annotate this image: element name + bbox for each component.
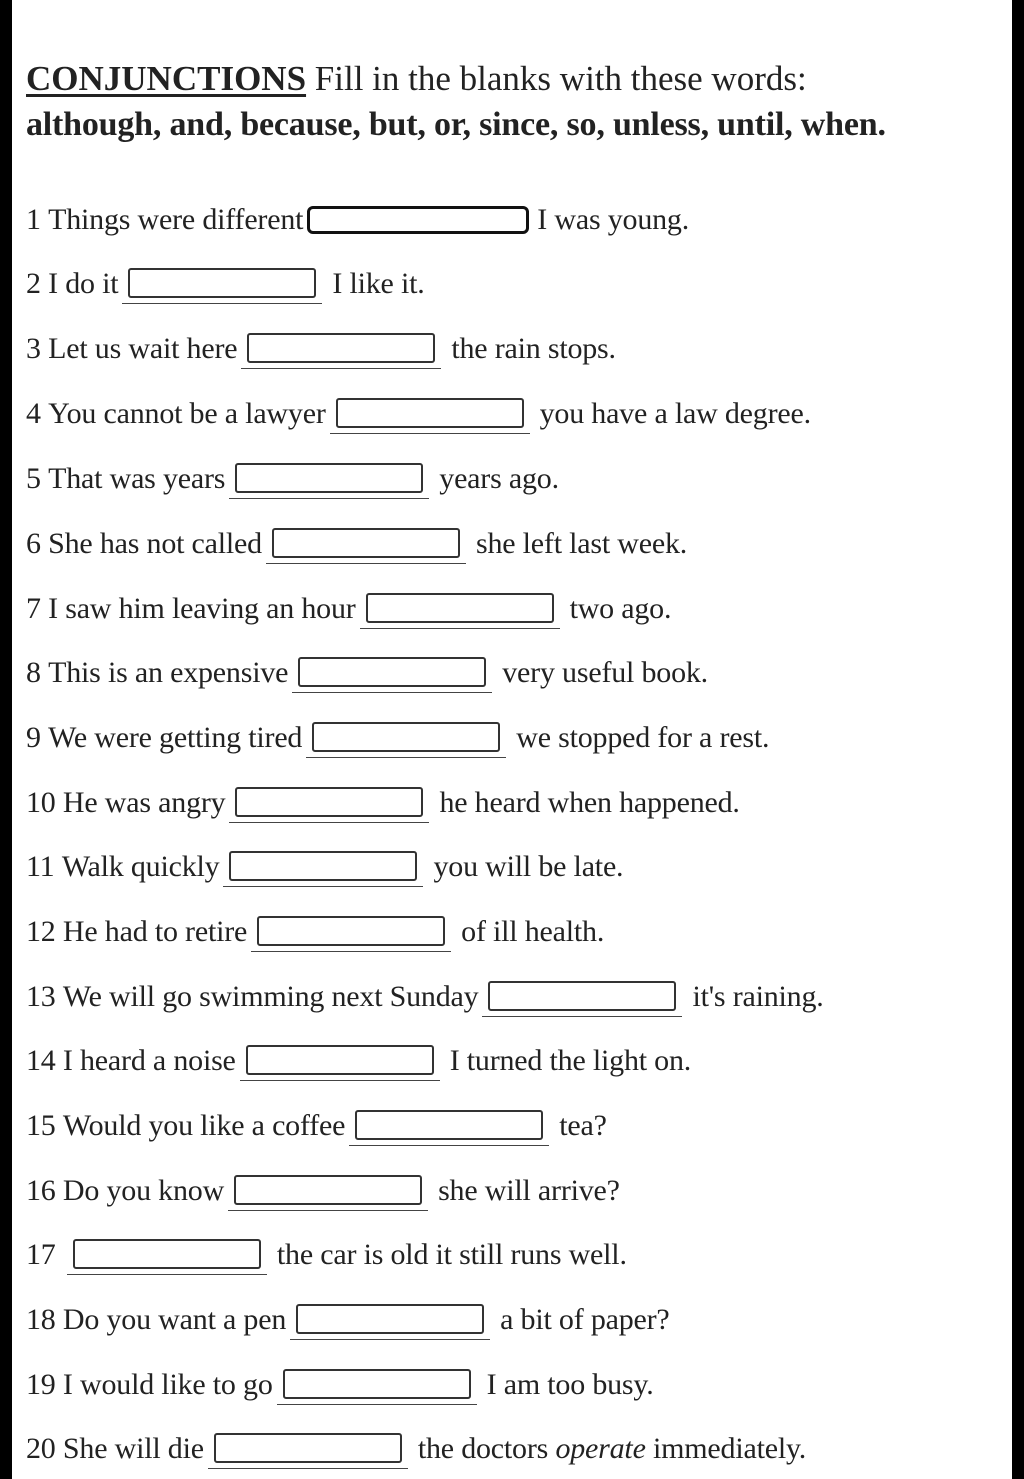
item-text-after: the doctors bbox=[417, 1432, 549, 1465]
item-text-before: Walk quickly bbox=[61, 850, 220, 883]
item-number: 5 bbox=[26, 462, 41, 495]
item-number: 15 bbox=[26, 1109, 56, 1142]
answer-box[interactable] bbox=[257, 916, 445, 946]
answer-blank[interactable] bbox=[223, 847, 423, 887]
item-text-after: I am too busy. bbox=[486, 1368, 654, 1401]
header-line bbox=[26, 56, 1012, 102]
exercise-item bbox=[26, 1230, 627, 1280]
exercise-item bbox=[26, 972, 824, 1022]
answer-box[interactable] bbox=[366, 593, 554, 623]
answer-blank[interactable] bbox=[349, 1106, 549, 1146]
item-text-after: two ago. bbox=[569, 592, 672, 625]
answer-box[interactable] bbox=[229, 851, 417, 881]
exercise-item bbox=[26, 1166, 620, 1216]
item-number: 4 bbox=[26, 397, 41, 430]
item-number: 19 bbox=[26, 1368, 56, 1401]
item-number: 11 bbox=[26, 850, 55, 883]
answer-blank[interactable] bbox=[482, 977, 682, 1017]
item-number: 17 bbox=[26, 1238, 56, 1271]
answer-box[interactable] bbox=[312, 722, 500, 752]
item-text-before: Would you like a coffee bbox=[62, 1109, 346, 1142]
item-text-before: Things were different bbox=[48, 203, 304, 236]
item-text-before: This is an expensive bbox=[48, 656, 289, 689]
worksheet-header bbox=[26, 56, 1012, 148]
answer-blank[interactable] bbox=[208, 1429, 408, 1469]
item-text-end: immediately. bbox=[653, 1432, 807, 1465]
answer-blank[interactable] bbox=[277, 1365, 477, 1405]
answer-box[interactable] bbox=[234, 1175, 422, 1205]
exercise-item bbox=[26, 259, 425, 309]
answer-box[interactable] bbox=[235, 463, 423, 493]
item-text-before: She has not called bbox=[48, 527, 262, 560]
item-number: 9 bbox=[26, 721, 41, 754]
item-number: 10 bbox=[26, 786, 56, 819]
exercise-item bbox=[26, 584, 671, 634]
item-text-after: the car is old it still runs well. bbox=[276, 1238, 627, 1271]
exercise-item bbox=[26, 1295, 670, 1345]
item-text-after: I was young. bbox=[537, 203, 690, 236]
item-text-after: you have a law degree. bbox=[539, 397, 811, 430]
exercise-item bbox=[26, 778, 740, 828]
item-number: 18 bbox=[26, 1303, 56, 1336]
answer-blank[interactable] bbox=[67, 1235, 267, 1275]
answer-blank[interactable] bbox=[251, 912, 451, 952]
answer-blank[interactable] bbox=[330, 394, 530, 434]
item-text-after: he heard when happened. bbox=[439, 786, 740, 819]
answer-box[interactable] bbox=[247, 333, 435, 363]
item-number: 6 bbox=[26, 527, 41, 560]
exercise-item bbox=[26, 713, 769, 763]
item-text-before: He was angry bbox=[62, 786, 226, 819]
exercise-item bbox=[26, 648, 708, 698]
instruction-text: Fill in the blanks with these words: bbox=[314, 59, 807, 98]
item-text-before: You cannot be a lawyer bbox=[48, 397, 326, 430]
exercise-item bbox=[26, 1101, 607, 1151]
item-text-after: years ago. bbox=[439, 462, 559, 495]
answer-box[interactable] bbox=[235, 787, 423, 817]
item-text-before: Let us wait here bbox=[48, 332, 238, 365]
item-text-before: We were getting tired bbox=[48, 721, 303, 754]
item-text-after: very useful book. bbox=[502, 656, 708, 689]
item-text-before: She will die bbox=[62, 1432, 204, 1465]
item-text-after: I like it. bbox=[332, 267, 425, 300]
answer-box[interactable] bbox=[488, 981, 676, 1011]
item-text-before: We will go swimming next Sunday bbox=[62, 980, 479, 1013]
answer-blank[interactable] bbox=[122, 264, 322, 304]
item-text-after: we stopped for a rest. bbox=[516, 721, 770, 754]
word-bank: although, and, because, but, or, since, so, unless, until, when. bbox=[26, 106, 886, 143]
item-text-after: she left last week. bbox=[475, 527, 688, 560]
item-text-after: it's raining. bbox=[692, 980, 824, 1013]
answer-blank[interactable] bbox=[292, 653, 492, 693]
answer-box[interactable] bbox=[336, 398, 524, 428]
item-text-after: you will be late. bbox=[433, 850, 624, 883]
item-text-after: of ill health. bbox=[461, 915, 605, 948]
answer-blank[interactable] bbox=[240, 1041, 440, 1081]
answer-box[interactable] bbox=[298, 657, 486, 687]
item-number: 1 bbox=[26, 203, 41, 236]
item-number: 13 bbox=[26, 980, 56, 1013]
answer-box[interactable] bbox=[283, 1369, 471, 1399]
answer-blank[interactable] bbox=[266, 524, 466, 564]
answer-blank[interactable] bbox=[229, 459, 429, 499]
answer-box[interactable] bbox=[307, 206, 529, 234]
item-number: 2 bbox=[26, 267, 41, 300]
item-text-after: the rain stops. bbox=[451, 332, 616, 365]
item-text-before: Do you know bbox=[62, 1174, 225, 1207]
exercise-item bbox=[26, 519, 687, 569]
item-text-before: I do it bbox=[48, 267, 119, 300]
item-text-before: That was years bbox=[48, 462, 226, 495]
answer-blank[interactable] bbox=[307, 200, 529, 240]
item-text-italic: operate bbox=[555, 1432, 646, 1465]
item-text-before: I would like to go bbox=[62, 1368, 273, 1401]
item-number: 20 bbox=[26, 1432, 56, 1465]
worksheet-page bbox=[12, 0, 1012, 1479]
item-text-before: Do you want a pen bbox=[62, 1303, 287, 1336]
page-title: CONJUNCTIONS bbox=[26, 59, 307, 98]
exercise-item bbox=[26, 454, 559, 504]
exercise-item bbox=[26, 389, 811, 439]
answer-blank[interactable] bbox=[228, 1171, 428, 1211]
item-text-before: I saw him leaving an hour bbox=[48, 592, 356, 625]
item-text-before: He had to retire bbox=[62, 915, 248, 948]
item-text-after: a bit of paper? bbox=[500, 1303, 670, 1336]
item-number: 16 bbox=[26, 1174, 56, 1207]
item-number: 8 bbox=[26, 656, 41, 689]
answer-box[interactable] bbox=[246, 1045, 434, 1075]
exercise-item bbox=[26, 1036, 691, 1086]
answer-box[interactable] bbox=[355, 1110, 543, 1140]
exercise-item bbox=[26, 1424, 806, 1474]
exercise-item bbox=[26, 324, 616, 374]
exercise-item bbox=[26, 842, 623, 892]
item-text-before: I heard a noise bbox=[62, 1044, 236, 1077]
item-text-after: I turned the light on. bbox=[449, 1044, 692, 1077]
answer-box[interactable] bbox=[128, 268, 316, 298]
item-number: 3 bbox=[26, 332, 41, 365]
exercise-item bbox=[26, 907, 604, 957]
answer-blank[interactable] bbox=[306, 718, 506, 758]
answer-blank[interactable] bbox=[229, 783, 429, 823]
answer-box[interactable] bbox=[214, 1433, 402, 1463]
answer-box[interactable] bbox=[73, 1239, 261, 1269]
item-text-after: she will arrive? bbox=[438, 1174, 620, 1207]
item-number: 7 bbox=[26, 592, 41, 625]
answer-blank[interactable] bbox=[241, 329, 441, 369]
item-text-after: tea? bbox=[559, 1109, 607, 1142]
answer-blank[interactable] bbox=[360, 589, 560, 629]
answer-box[interactable] bbox=[296, 1304, 484, 1334]
item-number: 12 bbox=[26, 915, 56, 948]
answer-box[interactable] bbox=[272, 528, 460, 558]
answer-blank[interactable] bbox=[290, 1300, 490, 1340]
exercise-item bbox=[26, 195, 689, 245]
item-number: 14 bbox=[26, 1044, 56, 1077]
exercise-item bbox=[26, 1360, 654, 1410]
